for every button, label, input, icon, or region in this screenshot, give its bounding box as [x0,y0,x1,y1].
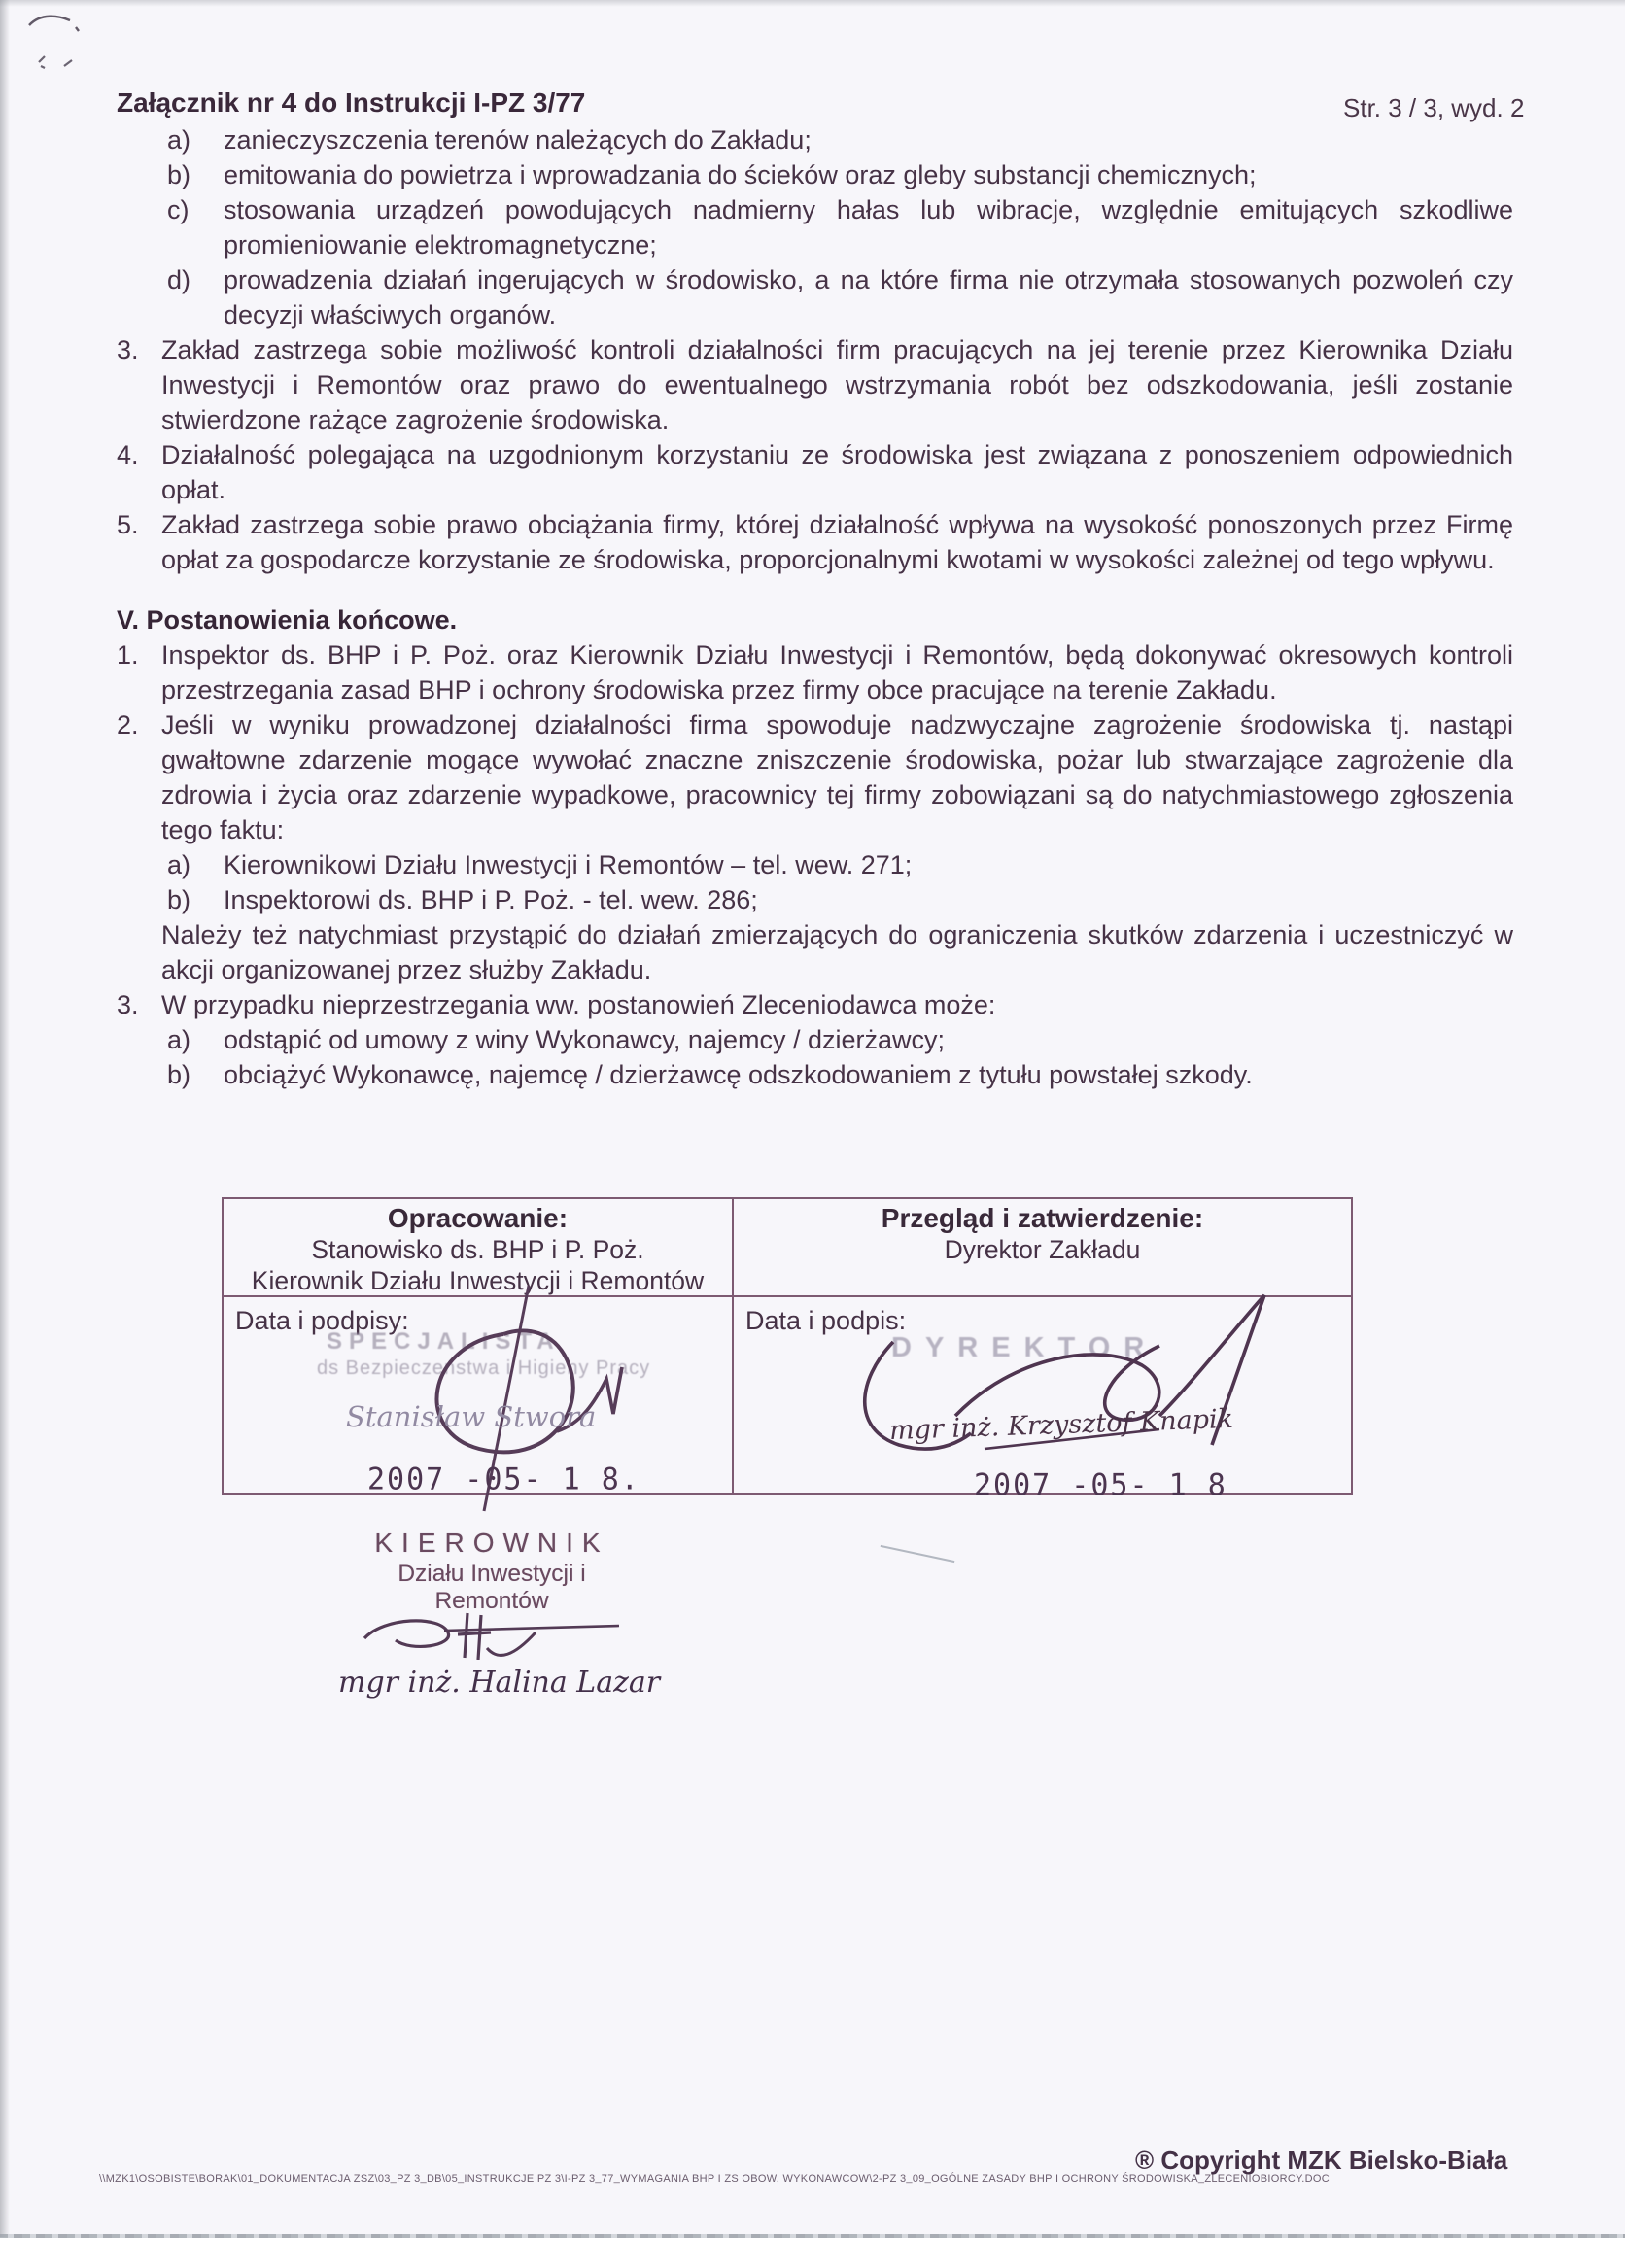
specialist-stamp-line1: SPECJALISTA [327,1328,561,1355]
table-header-zatwierdzenie [734,1199,1351,1297]
list-item [117,192,1513,262]
file-path-footer: \\MZK1\OSOBISTE\BORAK\01_DOKUMENTACJA ZSZ\03_PZ 3_DB\05_INSTRUKCJE PZ 3\I-PZ 3_77_WYMAGANIA BHP I ZS OBOW. WYKONAWCOW\2-PZ 3_09_OGÓLNE ZASADY BHP I OCHRONY ŚRODOWISKA_ZLECENIOBIORCY.DOC [99,2173,1331,2184]
list-item-text: Działalność polegająca na uzgodnionym korzystaniu ze środowiska jest związana z ponoszeniem odpowiednich opłat. [161,440,1513,504]
list-item-label: 3. [117,335,139,364]
list-item-label: 1. [117,640,139,670]
scan-edge-left [0,0,10,2237]
specialist-stamp-line2: ds Bezpieczeństwa i Higieny Pracy [317,1357,651,1379]
list-item-label: c) [167,195,190,224]
signature-krzysztof-knapik [839,1291,1305,1486]
list-item [117,437,1513,507]
signature-cell-right [734,1297,1351,1503]
date-stamp-left: 2007 -05- 1 8. [367,1461,640,1497]
list-item [117,707,1513,847]
approval-table [222,1197,1353,1503]
list-item [117,157,1513,192]
pencil-mark [881,1545,955,1563]
stamp-name-stwora: Stanisław Stwora [346,1400,597,1433]
list-item [117,262,1513,332]
list-item-text: Zakład zastrzega sobie prawo obciążania firmy, której działalność wpływa na wysokość ponoszonych przez Firmę opłat za gospodarcze korzystanie ze środowiska, proporcjonalnymi kwotami w wysokości zależnej od tego wpływu. [161,510,1513,574]
list-item-label: 5. [117,510,139,539]
list-item [117,122,1513,157]
signature-cell-left [224,1297,734,1497]
copyright-notice: ® Copyright MZK Bielsko-Biała [1135,2146,1508,2175]
list-item-label: 3. [117,990,139,1019]
date-signature-label: Data i podpisy: [235,1306,409,1335]
list-item-label: b) [167,1060,191,1089]
scan-edge-top [0,0,1625,7]
kierownik-stamp-title: KIEROWNIK [374,1528,609,1558]
list-item [117,1057,1513,1092]
table-header-opracowanie [224,1199,734,1297]
kierownik-stamp-subtitle: Działu Inwestycji i Remontów [398,1561,586,1614]
scanner-background [0,2238,1625,2268]
list-item-label: b) [167,885,191,914]
stamp-name-knapik: mgr inż. Krzysztof Knapik [888,1403,1234,1447]
list-item-text: Jeśli w wyniku prowadzonej działalności firma spowoduje nadzwyczajne zagrożenie środowiska tj. nastąpi gwałtowne zdarzenie mogące wywołać znaczne zniszczenie środowiska, pożar lub stwarzające zagrożenie dla zdrowia i życia oraz zdarzenie wypadkowe, pracownicy tej firmy zobowiązani są do natychmiastowego zgłoszenia tego faktu: [161,710,1513,844]
list-item-label: d) [167,265,191,294]
date-stamp-right: 2007 -05- 1 8 [974,1467,1227,1503]
list-item-label: 4. [117,440,139,469]
list-item [117,332,1513,437]
list-item [117,637,1513,707]
list-item-text: Kierownikowi Działu Inwestycji i Remontów – tel. wew. 271; [224,850,913,879]
stamp-name-halina-lazar: mgr inż. Halina Lazar [338,1666,661,1700]
list-item-text: stosowania urządzeń powodujących nadmierny hałas lub wibracje, względnie emitujących szkodliwe promieniowanie elektromagnetyczne; [224,195,1513,259]
attachment-title: Załącznik nr 4 do Instrukcji I-PZ 3/77 [117,87,586,118]
table-header-role: Kierownik Działu Inwestycji i Remontów [251,1266,705,1295]
section-heading: V. Postanowienia końcowe. [117,605,458,635]
list-item-label: a) [167,850,191,879]
table-header-title: Opracowanie: [387,1203,569,1233]
kierownik-stamp-block [338,1528,661,1700]
list-item-label: a) [167,125,191,155]
list-item-text: odstąpić od umowy z winy Wykonawcy, najemcy / dzierżawcy; [224,1025,946,1054]
pen-mark-small [35,51,80,80]
signature-halina-lazar [351,1609,633,1660]
list-item-text: prowadzenia działań ingerujących w środowisko, a na które firma nie otrzymała stosowanych pozwoleń czy decyzji właściwych organów. [224,265,1513,329]
list-item-text: W przypadku nieprzestrzegania ww. postanowień Zleceniodawca może: [161,990,996,1019]
table-header-role: Stanowisko ds. BHP i P. Poż. [311,1235,644,1264]
page-number-info: Str. 3 / 3, wyd. 2 [1343,93,1525,122]
table-header-title: Przegląd i zatwierdzenie: [881,1203,1204,1233]
list-item-text: Inspektor ds. BHP i P. Poż. oraz Kierownik Działu Inwestycji i Remontów, będą dokonywać okresowych kontroli przestrzegania zasad BHP i ochrony środowiska przez firmy obce pracujące na terenie Zakładu. [161,640,1513,704]
list-item-text: Zakład zastrzega sobie możliwość kontroli działalności firm pracujących na jej terenie przez Kierownika Działu Inwestycji i Remontów oraz prawo do ewentualnego wstrzymania robót bez odszkodowania, jeśli zostanie stwierdzone rażące zagrożenie środowiska. [161,335,1513,434]
note-paragraph: Należy też natychmiast przystąpić do działań zmierzających do ograniczenia skutków zdarzenia i uczestniczyć w akcji organizowanej przez służby Zakładu. [161,920,1513,984]
date-signature-label: Data i podpis: [745,1306,907,1335]
list-item [117,847,1513,882]
list-item-text: zanieczyszczenia terenów należących do Zakładu; [224,125,812,155]
list-item-label: a) [167,1025,191,1054]
list-item [117,1022,1513,1057]
list-item [117,882,1513,917]
list-item-label: 2. [117,710,139,739]
list-item-text: obciążyć Wykonawcę, najemcę / dzierżawcę odszkodowaniem z tytułu powstałej szkody. [224,1060,1253,1089]
list-item [117,987,1513,1022]
list-item-text: Inspektorowi ds. BHP i P. Poż. - tel. wew. 286; [224,885,758,914]
pen-mark-top [25,8,115,39]
list-item [117,507,1513,577]
table-header-role: Dyrektor Zakładu [944,1235,1141,1264]
list-item-label: b) [167,160,191,189]
list-item-text: emitowania do powietrza i wprowadzania do ścieków oraz gleby substancji chemicznych; [224,160,1257,189]
document-body [117,122,1513,1092]
dyrektor-stamp: DYREKTOR [891,1332,1158,1363]
